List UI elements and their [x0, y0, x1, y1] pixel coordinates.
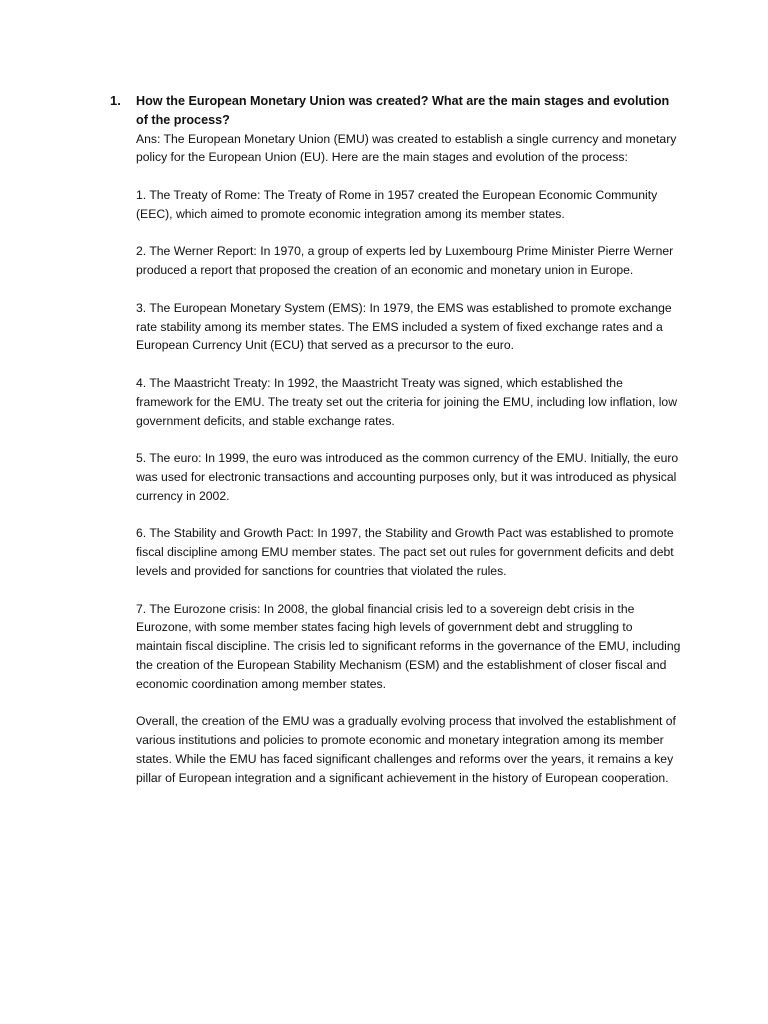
stage-paragraph: 1. The Treaty of Rome: The Treaty of Rome in 1957 created the European Economic Community (EEC), which aimed to promote economic integration among its member states. [136, 187, 658, 221]
stage-paragraph: 3. The European Monetary System (EMS): In 1979, the EMS was established to promote exchange rate stability among its member states. The EMS included a system of fixed exchange rates and a European Currency Unit (ECU) that served as a precursor to the euro. [136, 300, 672, 353]
stage-paragraph: 6. The Stability and Growth Pact: In 1997, the Stability and Growth Pact was established to promote fiscal discipline among EMU member states. The pact set out rules for government deficits and debt levels and provided for sanctions for countries that violated the rules. [136, 526, 674, 578]
stage-paragraph: 4. The Maastricht Treaty: In 1992, the Maastricht Treaty was signed, which established the framework for the EMU. The treaty set out the criteria for joining the EMU, including low inflation, low government deficits, and stable exchange rates. [136, 375, 677, 428]
question-number: 1. [110, 93, 121, 108]
stage-paragraph: 5. The euro: In 1999, the euro was introduced as the common currency of the EMU. Initially, the euro was used for electronic transactions and accounting purposes only, but it was introduced as physical currency in 2002. [136, 451, 679, 503]
stage-paragraph: 2. The Werner Report: In 1970, a group of experts led by Luxembourg Prime Minister Pierre Werner produced a report that proposed the creation of an economic and monetary union in Europe. [136, 244, 674, 278]
stage-paragraph: 7. The Eurozone crisis: In 2008, the global financial crisis led to a sovereign debt crisis in the Eurozone, with some member states facing high levels of government debt and struggling to maintain fiscal discipline. The crisis led to significant reforms in the governance of the EMU, including the creation of the European Stability Mechanism (ESM) and the establishment of closer fiscal and economic coordination among member states. [136, 601, 681, 691]
conclusion-paragraph: Overall, the creation of the EMU was a gradually evolving process that involved the establishment of various institutions and policies to promote economic and monetary integration among its member states. While the EMU has faced significant challenges and reforms over the years, it remains a key pillar of European integration and a significant achievement in the history of European cooperation. [136, 714, 676, 785]
question-content [136, 92, 681, 806]
question-text: How the European Monetary Union was created? What are the main stages and evolution of the process? [136, 94, 670, 127]
answer-intro: Ans: The European Monetary Union (EMU) was created to establish a single currency and monetary policy for the European Union (EU). Here are the main stages and evolution of the process: [136, 131, 677, 165]
